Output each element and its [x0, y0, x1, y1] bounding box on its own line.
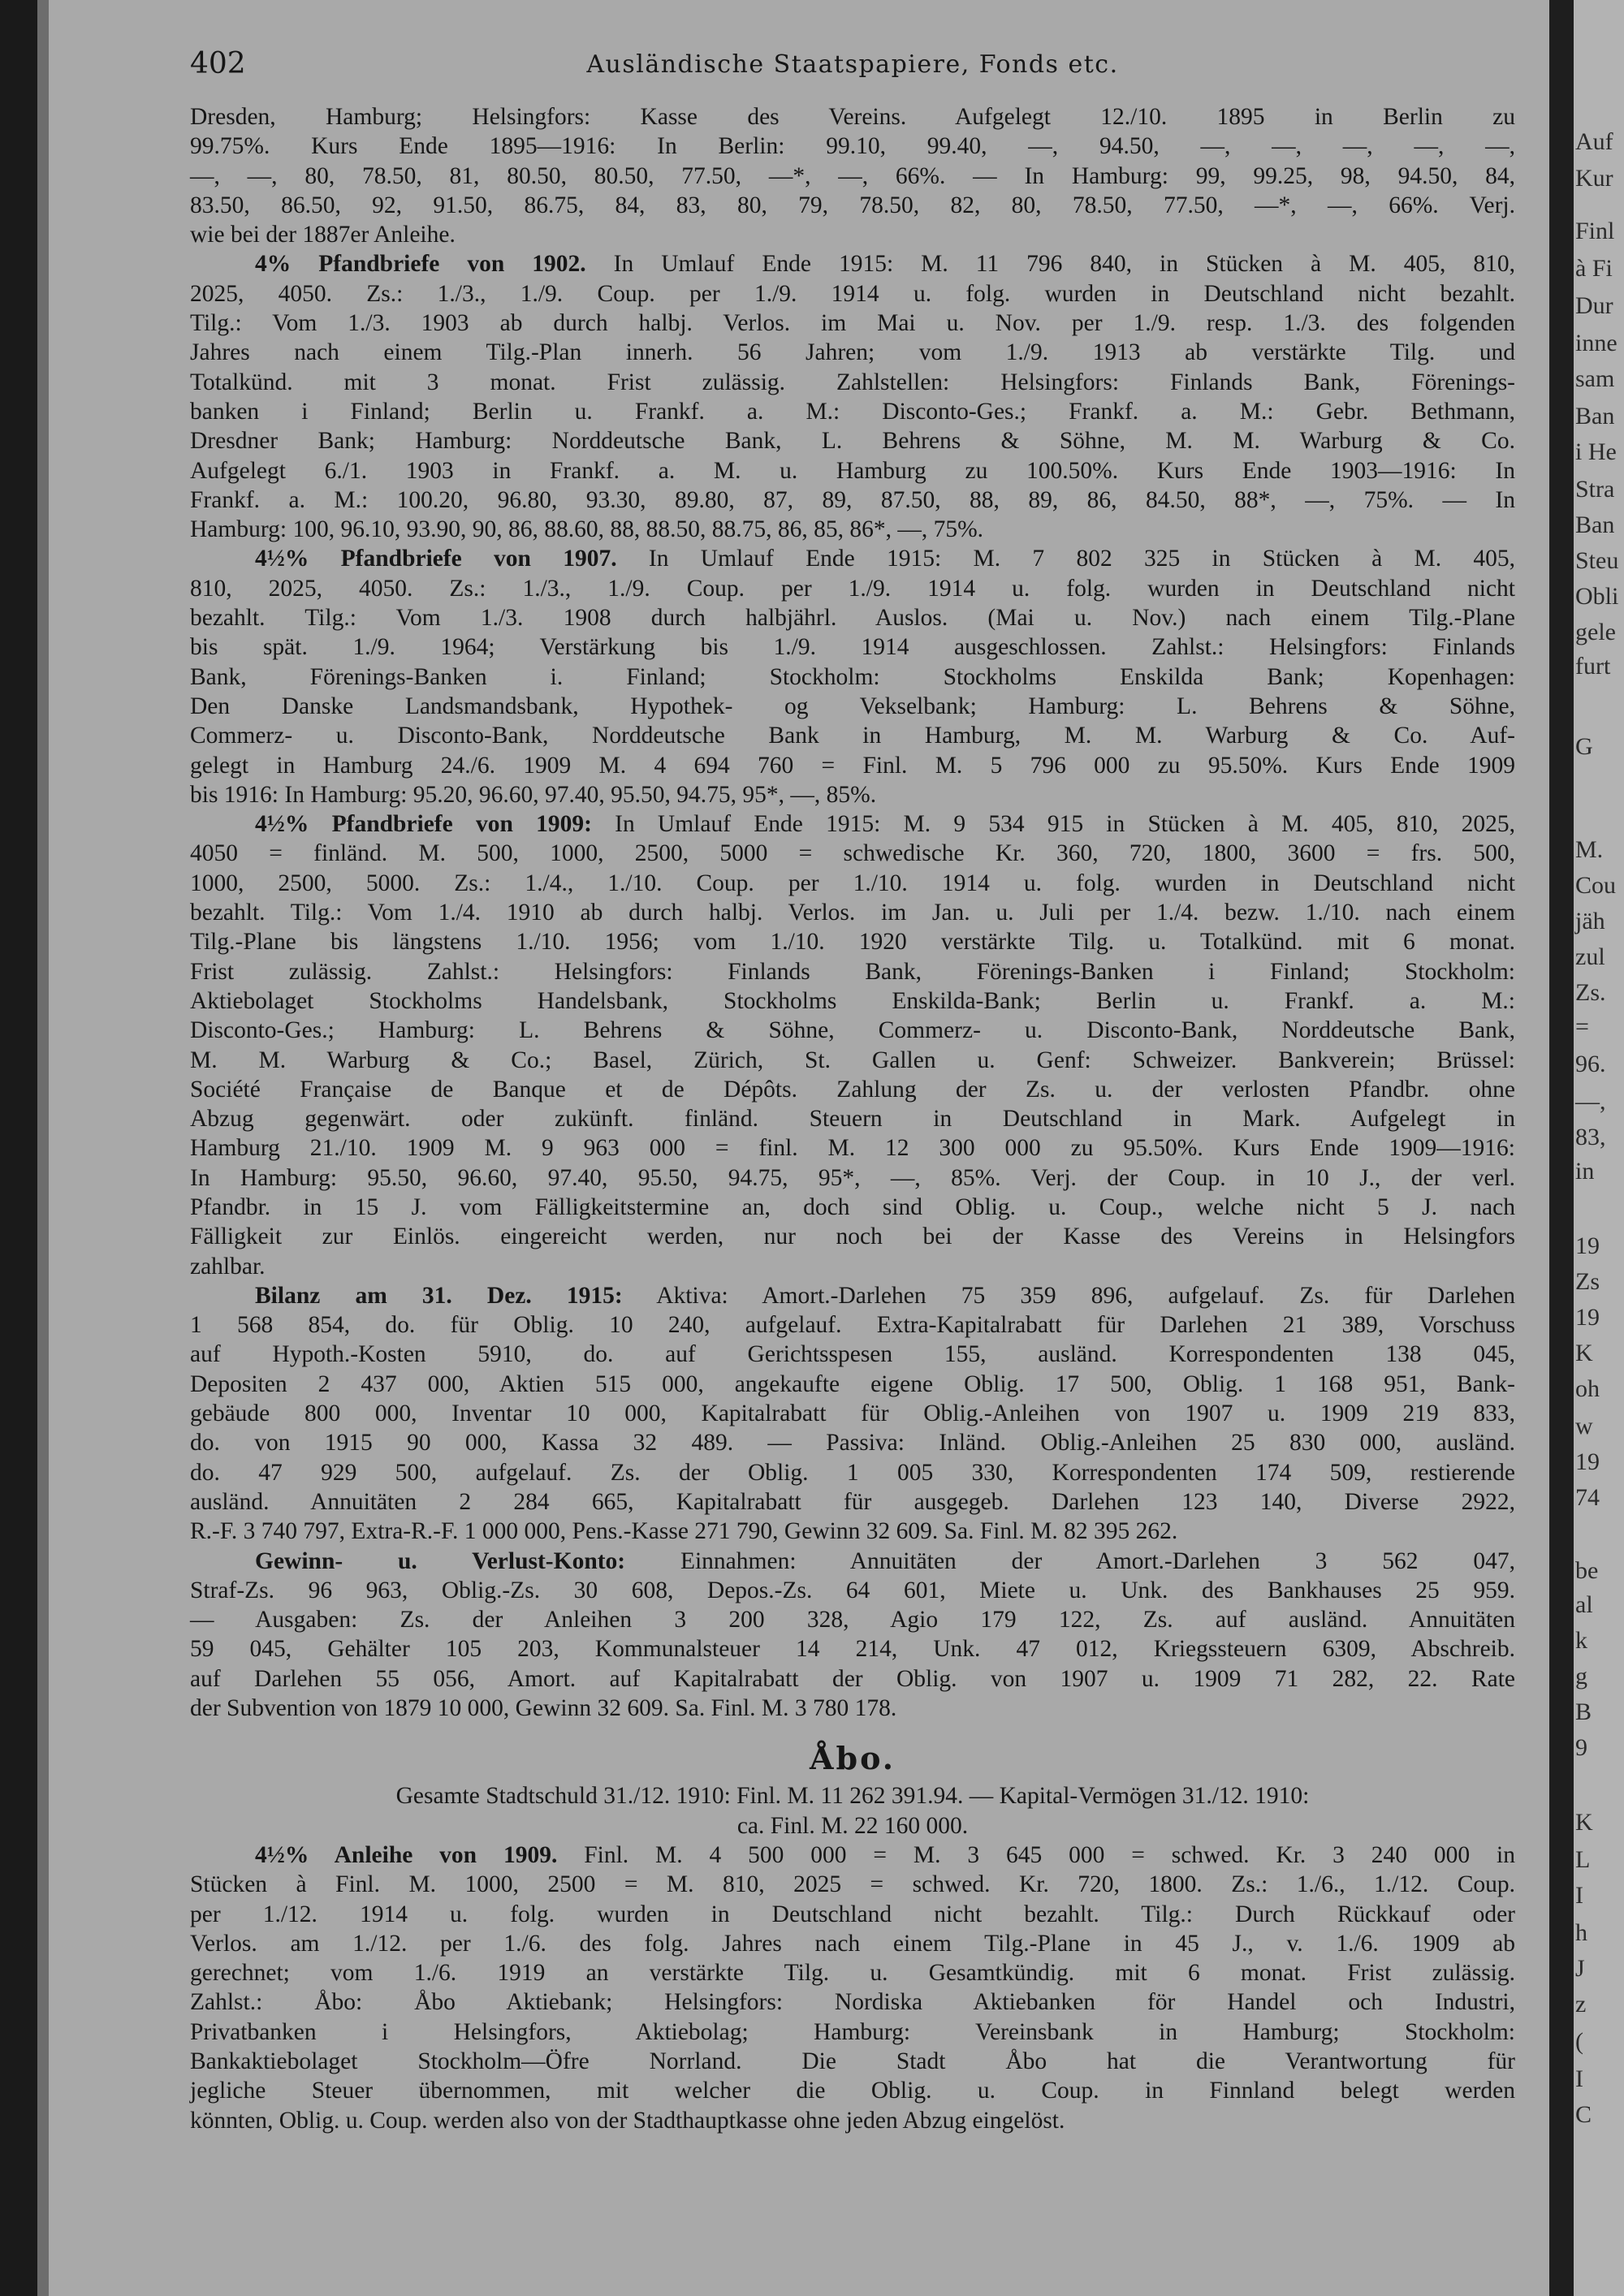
- text-line: [190, 1281, 1515, 1310]
- entry-text: In Umlauf Ende 1915: M. 9 534 915 in Stücken à M. 405, 810, 2025,: [591, 811, 1515, 838]
- text-line: Verlos. am 1./12. per 1./6. des folg. Jahres nach einem Tilg.-Plane in 45 J., v. 1./6. 1909 ab: [190, 1930, 1515, 1957]
- entry-lead-1: 4% Pfandbriefe von 1902.: [255, 251, 586, 278]
- text-line: Tilg.: Vom 1./3. 1903 ab durch halbj. Verlos. im Mai u. Nov. per 1./9. resp. 1./3. des folgenden: [190, 310, 1515, 337]
- text-line: M. M. Warburg & Co.; Basel, Zürich, St. Gallen u. Genf: Schweizer. Bankverein; Brüssel:: [190, 1047, 1515, 1073]
- text-line: Hamburg: 100, 96.10, 93.90, 90, 86, 88.60, 88, 88.50, 88.75, 86, 85, 86*, —, 75%.: [190, 516, 984, 543]
- entry-lead-5: Gewinn- u. Verlust-Konto:: [255, 1547, 626, 1574]
- next-page-fragment: Dur: [1575, 292, 1613, 319]
- text-line: Hamburg 21./10. 1909 M. 9 963 000 = finl. M. 12 300 000 zu 95.50%. Kurs Ende 1909—1916:: [190, 1135, 1515, 1162]
- next-page-fragment: Cou: [1575, 872, 1617, 899]
- next-page-strip: [1574, 0, 1624, 2296]
- text-line: Den Danske Landsmandsbank, Hypothek- og Vekselbank; Hamburg: L. Behrens & Söhne,: [190, 693, 1515, 719]
- text-line: 1 568 854, do. für Oblig. 10 240, aufgelauf. Extra-Kapitalrabatt für Darlehen 21 389, Vorschuss: [190, 1312, 1515, 1339]
- page-content: [190, 47, 1515, 2135]
- body-text: [190, 102, 1515, 1723]
- text-line: Bankaktiebolaget Stockholm—Öfre Norrland. Die Stadt Åbo hat die Verantwortung für: [190, 2048, 1515, 2074]
- next-page-fragment: h: [1575, 1919, 1587, 1946]
- entry-text: In Umlauf Ende 1915: M. 7 802 325 in Stücken à M. 405,: [616, 546, 1515, 572]
- next-page-fragment: =: [1575, 1013, 1589, 1040]
- text-line: Frankf. a. M.: 100.20, 96.80, 93.30, 89.80, 87, 89, 87.50, 88, 89, 86, 84.50, 88*, —, 75%. — In: [190, 486, 1515, 513]
- text-line: Société Française de Banque et de Dépôts. Zahlung der Zs. u. der verlosten Pfandbr. ohne: [190, 1076, 1515, 1103]
- next-page-fragment: I: [1575, 2065, 1583, 2092]
- paragraph: [190, 1841, 1515, 2135]
- paragraph: [190, 544, 1515, 809]
- text-line: Fälligkeit zur Einlös. eingereicht werden, nur noch bei der Kasse des Vereins in Helsingfors: [190, 1224, 1515, 1250]
- text-line: —, —, 80, 78.50, 81, 80.50, 80.50, 77.50, —*, —, 66%. — In Hamburg: 99, 99.25, 98, 94.50, 84,: [190, 162, 1515, 189]
- next-page-fragment: Zs.: [1575, 979, 1606, 1006]
- next-page-fragment: K: [1575, 1340, 1593, 1366]
- text-line: Zahlst.: Åbo: Åbo Aktiebank; Helsingfors: Nordiska Aktiebanken för Handel och Industri,: [190, 1989, 1515, 2016]
- text-line: [190, 809, 1515, 839]
- running-head: Ausländische Staatspapiere, Fonds etc.: [586, 50, 1119, 79]
- next-page-fragment: 74: [1575, 1484, 1600, 1511]
- text-line: bis spät. 1./9. 1964; Verstärkung bis 1./9. 1914 ausgeschlossen. Zahlst.: Helsingfors: Finlands: [190, 634, 1515, 661]
- text-line: [190, 249, 1515, 278]
- text-line: [190, 544, 1515, 573]
- entry-text: In Umlauf Ende 1915: M. 11 796 840, in Stücken à M. 405, 810,: [585, 251, 1515, 278]
- next-page-fragment: oh: [1575, 1375, 1600, 1402]
- next-page-fragment: J: [1575, 1955, 1585, 1982]
- text-line: auf Darlehen 55 056, Amort. auf Kapitalrabatt der Oblig. von 1907 u. 1909 71 282, 22. Rate: [190, 1665, 1515, 1692]
- text-line: 1000, 2500, 5000. Zs.: 1./4., 1./10. Coup. per 1./10. 1914 u. folg. wurden in Deutschland nicht: [190, 870, 1515, 896]
- scan-left-edge: [0, 0, 37, 2296]
- next-page-fragment: Auf: [1575, 128, 1613, 155]
- next-page-fragment: sam: [1575, 365, 1615, 392]
- text-line: 810, 2025, 4050. Zs.: 1./3., 1./9. Coup. per 1./9. 1914 u. folg. wurden in Deutschland nicht: [190, 575, 1515, 602]
- entry-text: Aktiva: Amort.-Darlehen 75 359 896, aufgelauf. Zs. für Darlehen: [622, 1282, 1515, 1309]
- next-page-fragment: z: [1575, 1991, 1587, 2018]
- abo-section: [190, 1781, 1515, 2135]
- text-line: Tilg.-Plane bis längstens 1./10. 1956; vom 1./10. 1920 verstärkte Tilg. u. Totalkünd. mit 6 monat.: [190, 929, 1515, 956]
- abo-intro-line: Gesamte Stadtschuld 31./12. 1910: Finl. M. 11 262 391.94. — Kapital-Vermögen 31./12. 1910:: [395, 1783, 1310, 1810]
- text-line: per 1./12. 1914 u. folg. wurden in Deutschland nicht bezahlt. Tilg.: Durch Rückkauf oder: [190, 1901, 1515, 1927]
- next-page-fragment: M.: [1575, 836, 1604, 863]
- text-line: 99.75%. Kurs Ende 1895—1916: In Berlin: 99.10, 99.40, —, 94.50, —, —, —, —, —,: [190, 133, 1515, 160]
- text-line: R.-F. 3 740 797, Extra-R.-F. 1 000 000, Pens.-Kasse 271 790, Gewinn 32 609. Sa. Finl. M. 82 395 262.: [190, 1518, 1178, 1545]
- text-line: Privatbanken i Helsingfors, Aktiebolag; Hamburg: Vereinsbank in Hamburg; Stockholm:: [190, 2018, 1515, 2045]
- text-line: 59 045, Gehälter 105 203, Kommunalsteuer 14 214, Unk. 47 012, Kriegssteuern 6309, Abschreib.: [190, 1636, 1515, 1663]
- abo-intro-line: ca. Finl. M. 22 160 000.: [736, 1812, 969, 1839]
- text-line: 83.50, 86.50, 92, 91.50, 86.75, 84, 83, 80, 79, 78.50, 82, 80, 78.50, 77.50, —*, —, 66%. Verj.: [190, 192, 1515, 218]
- next-page-fragment: 19: [1575, 1232, 1600, 1259]
- text-line: do. von 1915 90 000, Kassa 32 489. — Passiva: Inländ. Oblig.-Anleihen 25 830 000, ausländ.: [190, 1430, 1515, 1457]
- text-line: Straf-Zs. 96 963, Oblig.-Zs. 30 608, Depos.-Zs. 64 601, Miete u. Unk. des Bankhauses 25 959.: [190, 1577, 1515, 1603]
- next-page-fragment: Obli: [1575, 583, 1619, 610]
- text-line: Pfandbr. in 15 J. vom Fälligkeitstermine an, doch sind Oblig. u. Coup., welche nicht 5 J. nach: [190, 1193, 1515, 1220]
- next-page-fragment: gele: [1575, 619, 1616, 645]
- scan-left-shadow: [37, 0, 49, 2296]
- next-page-fragment: k: [1575, 1627, 1587, 1654]
- text-line: Commerz- u. Disconto-Bank, Norddeutsche Bank in Hamburg, M. M. Warburg & Co. Auf-: [190, 723, 1515, 749]
- text-line: ausländ. Annuitäten 2 284 665, Kapitalrabatt für ausgegeb. Darlehen 123 140, Diverse 2922,: [190, 1488, 1515, 1515]
- next-page-fragment: 83,: [1575, 1124, 1606, 1150]
- text-line: gebäude 800 000, Inventar 10 000, Kapitalrabatt für Oblig.-Anleihen von 1907 u. 1909 219 833,: [190, 1400, 1515, 1427]
- next-page-fragment: (: [1575, 2028, 1583, 2055]
- text-line: 2025, 4050. Zs.: 1./3., 1./9. Coup. per 1./9. 1914 u. folg. wurden in Deutschland nicht bezahlt.: [190, 280, 1515, 307]
- text-line: Jahres nach einem Tilg.-Plan innerh. 56 Jahren; vom 1./9. 1913 ab verstärkte Tilg. und: [190, 339, 1515, 366]
- next-page-fragment: à Fi: [1575, 255, 1613, 282]
- paragraph: [190, 1547, 1515, 1724]
- next-page-fragment: Finl: [1575, 218, 1615, 244]
- text-line: Disconto-Ges.; Hamburg: L. Behrens & Söhne, Commerz- u. Disconto-Bank, Norddeutsche Bank,: [190, 1017, 1515, 1044]
- text-line: Dresdner Bank; Hamburg: Norddeutsche Bank, L. Behrens & Söhne, M. M. Warburg & Co.: [190, 428, 1515, 455]
- text-line: [190, 1841, 1515, 1870]
- text-line: bezahlt. Tilg.: Vom 1./4. 1910 ab durch halbj. Verlos. im Jan. u. Juli per 1./4. bezw. 1./10. nach einem: [190, 900, 1515, 926]
- text-line: könnten, Oblig. u. Coup. werden also von der Stadthauptkasse ohne jeden Abzug eingelöst.: [190, 2107, 1065, 2134]
- next-page-fragment: in: [1575, 1158, 1595, 1185]
- next-page-fragment: 9: [1575, 1734, 1587, 1761]
- next-page-fragment: Zs: [1575, 1268, 1600, 1295]
- text-line: auf Hypoth.-Kosten 5910, do. auf Gerichtsspesen 155, ausländ. Korrespondenten 138 045,: [190, 1341, 1515, 1368]
- text-line: zahlbar.: [190, 1253, 266, 1280]
- entry-lead-2: 4½% Pfandbriefe von 1907.: [255, 546, 617, 572]
- next-page-fragment: Ban: [1575, 511, 1615, 538]
- next-page-fragment: zul: [1575, 943, 1605, 970]
- next-page-fragment: al: [1575, 1591, 1593, 1618]
- text-line: Dresden, Hamburg; Helsingfors: Kasse des Vereins. Aufgelegt 12./10. 1895 in Berlin zu: [190, 104, 1515, 130]
- next-page-fragment: 96.: [1575, 1051, 1606, 1077]
- text-line: Depositen 2 437 000, Aktien 515 000, angekaufte eigene Oblig. 17 500, Oblig. 1 168 951, Bank-: [190, 1370, 1515, 1397]
- text-line: banken i Finland; Berlin u. Frankf. a. M.: Disconto-Ges.; Frankf. a. M.: Gebr. Bethmann,: [190, 398, 1515, 425]
- next-page-fragment: B: [1575, 1698, 1592, 1725]
- next-page-fragment: 19: [1575, 1304, 1600, 1331]
- text-line: Bank, Förenings-Banken i. Finland; Stockholm: Stockholms Enskilda Bank; Kopenhagen:: [190, 663, 1515, 690]
- next-page-fragment: 19: [1575, 1448, 1600, 1475]
- next-page-fragment: K: [1575, 1809, 1593, 1836]
- text-line: — Ausgaben: Zs. der Anleihen 3 200 328, Agio 179 122, Zs. auf ausländ. Annuitäten: [190, 1607, 1515, 1634]
- next-page-fragment: jäh: [1575, 908, 1605, 934]
- paragraph: [190, 809, 1515, 1281]
- text-line: Frist zulässig. Zahlst.: Helsingfors: Finlands Bank, Förenings-Banken i Finland; Stockholm:: [190, 958, 1515, 985]
- paragraph: [190, 1281, 1515, 1547]
- next-page-fragment: L: [1575, 1846, 1591, 1873]
- text-line: [190, 1547, 1515, 1576]
- text-line: jegliche Steuer übernommen, mit welcher die Oblig. u. Coup. in Finnland belegt werden: [190, 2078, 1515, 2104]
- entry-lead-3: 4½% Pfandbriefe von 1909:: [255, 811, 592, 838]
- text-line: bezahlt. Tilg.: Vom 1./3. 1908 durch halbjährl. Auslos. (Mai u. Nov.) nach einem Tilg.-Plane: [190, 605, 1515, 632]
- text-line: do. 47 929 500, aufgelauf. Zs. der Oblig. 1 005 330, Korrespondenten 174 509, restierende: [190, 1459, 1515, 1486]
- next-page-fragment: Stra: [1575, 476, 1615, 503]
- next-page-fragment: w: [1575, 1413, 1593, 1439]
- section-heading-abo: Åbo.: [810, 1740, 896, 1777]
- paragraph: [190, 102, 1515, 249]
- next-page-fragment: be: [1575, 1557, 1599, 1584]
- text-line: Totalkünd. mit 3 monat. Frist zulässig. Zahlstellen: Helsingfors: Finlands Bank, Förenings-: [190, 369, 1515, 395]
- text-line: wie bei der 1887er Anleihe.: [190, 222, 456, 248]
- page-number: 402: [190, 47, 246, 80]
- entry-text: Finl. M. 4 500 000 = M. 3 645 000 = schwed. Kr. 3 240 000 in: [557, 1841, 1515, 1868]
- next-page-fragment: Steu: [1575, 547, 1619, 574]
- text-line: gelegt in Hamburg 24./6. 1909 M. 4 694 760 = Finl. M. 5 796 000 zu 95.50%. Kurs Ende 1909: [190, 752, 1515, 779]
- text-line: 4050 = finländ. M. 500, 1000, 2500, 5000 = schwedische Kr. 360, 720, 1800, 3600 = frs. 500,: [190, 840, 1515, 867]
- next-page-fragment: G: [1575, 733, 1593, 760]
- text-line: Stücken à Finl. M. 1000, 2500 = M. 810, 2025 = schwed. Kr. 720, 1800. Zs.: 1./6., 1./12. Coup.: [190, 1871, 1515, 1898]
- entry-text: Einnahmen: Annuitäten der Amort.-Darlehen 3 562 047,: [625, 1547, 1515, 1574]
- entry-lead-abo: 4½% Anleihe von 1909.: [255, 1841, 558, 1868]
- page-header: [190, 47, 1515, 93]
- next-page-fragment: inne: [1575, 330, 1618, 356]
- text-line: Aktiebolaget Stockholms Handelsbank, Stockholms Enskilda-Bank; Berlin u. Frankf. a. M.:: [190, 987, 1515, 1014]
- text-line: bis 1916: In Hamburg: 95.20, 96.60, 97.40, 95.50, 94.75, 95*, —, 85%.: [190, 781, 877, 808]
- next-page-fragment: Ban: [1575, 403, 1615, 429]
- next-page-fragment: I: [1575, 1882, 1583, 1909]
- page-gutter: [1549, 0, 1574, 2296]
- next-page-fragment: g: [1575, 1663, 1587, 1690]
- entry-lead-4: Bilanz am 31. Dez. 1915:: [255, 1282, 623, 1309]
- next-page-fragment: Kur: [1575, 165, 1613, 192]
- next-page-fragment: C: [1575, 2101, 1592, 2128]
- next-page-fragment: —,: [1575, 1088, 1606, 1115]
- text-line: der Subvention von 1879 10 000, Gewinn 32 609. Sa. Finl. M. 3 780 178.: [190, 1695, 897, 1722]
- next-page-fragment: i He: [1575, 438, 1617, 465]
- next-page-fragment: furt: [1575, 653, 1611, 680]
- paragraph: [190, 249, 1515, 544]
- text-line: gerechnet; vom 1./6. 1919 an verstärkte Tilg. u. Gesamtkündig. mit 6 monat. Frist zulässig.: [190, 1960, 1515, 1987]
- text-line: In Hamburg: 95.50, 96.60, 97.40, 95.50, 94.75, 95*, —, 85%. Verj. der Coup. in 10 J., der verl.: [190, 1164, 1515, 1191]
- text-line: Aufgelegt 6./1. 1903 in Frankf. a. M. u. Hamburg zu 100.50%. Kurs Ende 1903—1916: In: [190, 457, 1515, 484]
- text-line: Abzug gegenwärt. oder zukünft. finländ. Steuern in Deutschland in Mark. Aufgelegt in: [190, 1106, 1515, 1133]
